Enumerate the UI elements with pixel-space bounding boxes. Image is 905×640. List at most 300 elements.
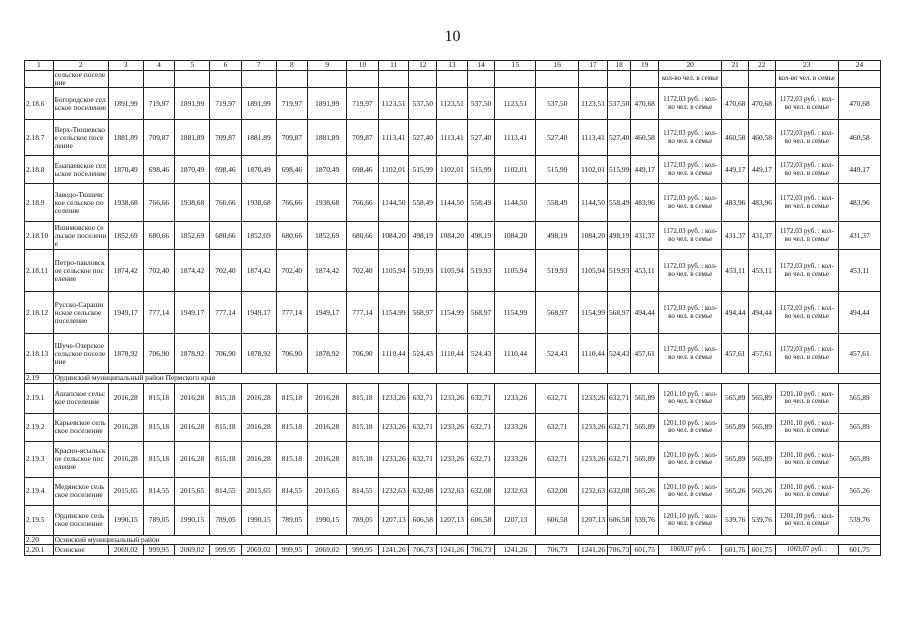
formula-cell: 1172,03 руб. : кол-во чел. в семье (775, 120, 838, 156)
value-cell: 632,71 (409, 441, 437, 477)
value-cell: 777,14 (143, 292, 175, 334)
value-cell: 494,44 (631, 292, 659, 334)
value-cell: 1870,49 (108, 156, 143, 184)
value-cell: 815,18 (347, 383, 379, 413)
value-cell: 558,49 (409, 184, 437, 222)
value-cell: 1102,01 (495, 156, 536, 184)
value-cell: 1102,01 (437, 156, 468, 184)
value-cell: 483,96 (748, 184, 775, 222)
formula-cell: 1201,10 руб. : кол-во чел. в семье (658, 505, 721, 535)
value-cell: 494,44 (722, 292, 749, 334)
value-cell: 568,97 (467, 292, 495, 334)
row-code: 2.18.6 (25, 88, 54, 120)
value-cell: 519,93 (607, 250, 631, 292)
column-number: 9 (308, 61, 347, 71)
value-cell: 702,40 (143, 250, 175, 292)
value-cell: 2015,65 (241, 477, 276, 505)
value-cell: 565,89 (748, 413, 775, 441)
value-cell: 1891,99 (108, 88, 143, 120)
value-cell: 1154,99 (378, 292, 409, 334)
formula-cell: 1172,03 руб. : кол-во чел. в семье (775, 184, 838, 222)
value-cell: 680,66 (210, 222, 242, 250)
value-cell: 709,87 (347, 120, 379, 156)
value-cell: 709,87 (210, 120, 242, 156)
value-cell: 1938,68 (175, 184, 210, 222)
value-cell: 565,89 (722, 383, 749, 413)
value-cell: 449,17 (838, 156, 880, 184)
value-cell: 453,11 (722, 250, 749, 292)
value-cell: 1870,49 (175, 156, 210, 184)
value-cell: 494,44 (748, 292, 775, 334)
value-cell: 565,26 (722, 477, 749, 505)
value-cell: 2016,28 (108, 441, 143, 477)
formula-cell: 1172,03 руб. : кол-во чел. в семье (775, 292, 838, 334)
section-row (25, 374, 881, 383)
table-row (25, 334, 881, 374)
value-cell: 601,75 (838, 544, 880, 555)
value-cell: 706,73 (608, 544, 630, 554)
value-cell: 453,11 (631, 250, 659, 292)
value-cell: 709,87 (143, 120, 175, 156)
value-cell: 431,37 (748, 222, 775, 250)
value-cell: 719,97 (210, 88, 242, 120)
column-number: 7 (241, 61, 276, 71)
value-cell: 565,89 (631, 413, 659, 441)
settlement-name: Русско-Сарашинское сельское поселение (53, 292, 108, 334)
value-cell: 1874,42 (241, 250, 276, 292)
value-cell: 789,05 (210, 505, 242, 535)
value-cell: 1878,92 (175, 334, 210, 374)
tariff-table (24, 60, 881, 556)
value-cell: 1938,68 (108, 184, 143, 222)
column-number: 4 (143, 61, 175, 71)
value-cell: 815,18 (276, 413, 308, 441)
value-cell: 1881,89 (241, 120, 276, 156)
row-code: 2.19.3 (25, 441, 54, 477)
value-cell: 1113,41 (437, 120, 468, 156)
value-cell: 537,50 (409, 88, 437, 120)
value-cell: 2069,02 (241, 544, 276, 555)
formula-cell: 1172,03 руб. : кол-во чел. в семье (775, 334, 838, 374)
column-number: 10 (347, 61, 379, 71)
settlement-name: Ординское сельское поселение (53, 505, 108, 535)
value-cell: 2016,28 (175, 413, 210, 441)
value-cell: 698,46 (210, 156, 242, 184)
value-cell: 1102,01 (378, 156, 409, 184)
value-cell: 815,18 (210, 413, 242, 441)
value-cell: 601,75 (722, 544, 749, 555)
value-cell: 1878,92 (241, 334, 276, 374)
value-cell: 815,18 (143, 413, 175, 441)
value-cell: 606,58 (409, 505, 437, 535)
value-cell: 632,71 (536, 441, 579, 477)
value-cell: 1852,69 (108, 222, 143, 250)
value-cell: 632,08 (536, 477, 579, 505)
value-cell: 1233,26 (437, 441, 468, 477)
row-code: 2.18.10 (25, 222, 54, 250)
value-cell: 719,97 (347, 88, 379, 120)
settlement-name: Медянское сельское поселение (53, 477, 108, 505)
value-cell: 777,14 (210, 292, 242, 334)
column-number: 11 (378, 61, 409, 71)
value-cell: 777,14 (276, 292, 308, 334)
value-cell: 777,14 (347, 292, 379, 334)
value-cell: 2016,28 (108, 413, 143, 441)
value-cell: 1102,01 (579, 156, 608, 184)
column-number: 23 (775, 61, 838, 71)
column-number: 17 (579, 61, 608, 71)
formula-cell: 1172,03 руб. : кол-во чел. в семье (775, 222, 838, 250)
section-code: 2.20 (25, 535, 54, 544)
value-cell: 632,08 (467, 477, 495, 505)
value-cell: 1990,15 (241, 505, 276, 535)
value-cell: 460,58 (631, 120, 659, 156)
settlement-name: Ашапское сельское поселение (53, 383, 108, 413)
table-cell (210, 71, 242, 88)
value-cell: 789,05 (276, 505, 308, 535)
table-cell (25, 71, 54, 88)
formula-cell: 1201,10 руб. : кол-во чел. в семье (658, 441, 721, 477)
formula-cell: 1201,10 руб. : кол-во чел. в семье (775, 383, 838, 413)
table-cell (378, 71, 409, 88)
settlement-name: Енапаевское сельское поселение (53, 156, 108, 184)
value-cell: 524,43 (467, 334, 495, 374)
value-cell: 706,90 (276, 334, 308, 374)
value-cell: 568,97 (536, 292, 579, 334)
value-cell: 1870,49 (308, 156, 347, 184)
value-cell: 1874,42 (308, 250, 347, 292)
value-cell: 2069,02 (108, 544, 143, 555)
column-number: 2 (53, 61, 108, 71)
value-cell: 1105,94 (378, 250, 409, 292)
value-cell: 2016,28 (241, 383, 276, 413)
table-cell (409, 71, 437, 88)
value-cell: 1874,42 (175, 250, 210, 292)
value-cell: 1084,20 (437, 222, 468, 250)
value-cell: 519,93 (467, 250, 495, 292)
table-row (25, 120, 881, 156)
value-cell: 2069,02 (308, 544, 347, 555)
value-cell: 1233,26 (579, 413, 608, 441)
value-cell: 1878,92 (108, 334, 143, 374)
column-number: 6 (210, 61, 242, 71)
value-cell: 1084,20 (378, 222, 409, 250)
value-cell: 1144,50 (378, 184, 409, 222)
value-cell: 537,50 (536, 88, 579, 120)
value-cell: 1990,15 (175, 505, 210, 535)
table-row (25, 156, 881, 184)
value-cell: 483,96 (722, 184, 749, 222)
formula-cell: 1069,07 руб. : (775, 544, 838, 555)
value-cell: 680,66 (276, 222, 308, 250)
formula-cell: 1201,10 руб. : кол-во чел. в семье (775, 477, 838, 505)
settlement-name: Ишимовское сельское поселение (54, 222, 107, 248)
tariff-table-container (24, 60, 881, 556)
section-code: 2.19 (25, 374, 54, 383)
value-cell: 524,43 (607, 334, 631, 374)
value-cell: 815,18 (210, 441, 242, 477)
value-cell: 470,68 (722, 88, 749, 120)
row-code: 2.18.13 (25, 334, 54, 374)
value-cell: 519,93 (536, 250, 579, 292)
value-cell: 453,11 (748, 250, 775, 292)
value-cell: 632,71 (409, 383, 437, 413)
formula-cell: 1172,03 руб. : кол-во чел. в семье (775, 156, 838, 184)
value-cell: 2069,02 (175, 544, 210, 555)
table-cell (143, 71, 175, 88)
value-cell: 1852,69 (241, 222, 276, 250)
value-cell: 606,58 (536, 505, 579, 535)
table-cell (495, 71, 536, 88)
value-cell: 565,89 (748, 383, 775, 413)
value-cell: 537,50 (607, 88, 631, 120)
value-cell: 632,08 (409, 477, 437, 505)
formula-cell: 1172,03 руб. : кол-во чел. в семье (658, 120, 721, 156)
value-cell: 1084,20 (495, 222, 536, 250)
table-row (25, 413, 881, 441)
table-row (25, 88, 881, 120)
value-cell: 1232,63 (437, 477, 468, 505)
value-cell: 449,17 (631, 156, 659, 184)
value-cell: 702,40 (276, 250, 308, 292)
value-cell: 1891,99 (175, 88, 210, 120)
value-cell: 709,87 (276, 120, 308, 156)
value-cell: 1233,26 (378, 413, 409, 441)
value-cell: 460,58 (838, 120, 880, 156)
value-cell: 632,71 (467, 413, 495, 441)
table-cell (276, 71, 308, 88)
value-cell: 2015,65 (308, 477, 347, 505)
row-code: 2.19.2 (25, 413, 54, 441)
value-cell: 680,66 (143, 222, 175, 250)
column-number: 21 (722, 61, 749, 71)
value-cell: 698,46 (143, 156, 175, 184)
value-cell: 1084,20 (579, 222, 608, 250)
column-number: 12 (409, 61, 437, 71)
formula-cell: 1172,03 руб. : кол-во чел. в семье (775, 250, 838, 292)
value-cell: 1891,99 (241, 88, 276, 120)
settlement-name: сельское поселение (53, 71, 108, 88)
value-cell: 537,50 (467, 88, 495, 120)
value-cell: 766,66 (347, 184, 379, 222)
value-cell: 494,44 (838, 292, 880, 334)
table-cell (108, 71, 143, 88)
settlement-name: Карьевское сельское поселение (53, 413, 108, 441)
table-cell (437, 71, 468, 88)
value-cell: 1113,41 (495, 120, 536, 156)
section-row (25, 535, 881, 544)
settlement-name: Красно-ясыльское сельское поселение (53, 441, 108, 477)
formula-cell: 1172,03 руб. : кол-во чел. в семье (658, 334, 721, 374)
value-cell: 568,97 (409, 292, 437, 334)
value-cell: 1233,26 (495, 441, 536, 477)
column-number: 13 (437, 61, 468, 71)
column-number: 8 (276, 61, 308, 71)
value-cell: 814,55 (276, 477, 308, 505)
table-row (25, 544, 881, 555)
value-cell: 565,89 (722, 441, 749, 477)
value-cell: 1207,13 (579, 505, 608, 535)
settlement-name: Шуче-Озерское сельское поселение (53, 334, 108, 374)
value-cell: 565,89 (838, 383, 880, 413)
value-cell: 1233,26 (378, 383, 409, 413)
column-number: 20 (658, 61, 721, 71)
value-cell: 2016,28 (108, 383, 143, 413)
value-cell: 632,71 (536, 383, 579, 413)
value-cell: 1949,17 (175, 292, 210, 334)
column-number: 16 (536, 61, 579, 71)
value-cell: 706,73 (409, 544, 437, 555)
value-cell: 1110,44 (495, 334, 536, 374)
section-title: Осинский муниципальный район (53, 535, 880, 544)
value-cell: 632,71 (607, 441, 631, 477)
table-row (25, 505, 881, 535)
value-cell: 2016,28 (308, 383, 347, 413)
value-cell: 470,68 (631, 88, 659, 120)
value-cell: 1207,13 (437, 505, 468, 535)
table-row (25, 222, 881, 250)
row-code: 2.19.5 (25, 505, 54, 535)
value-cell: 2016,28 (241, 413, 276, 441)
column-number: 1 (25, 61, 54, 71)
value-cell: 527,40 (467, 120, 495, 156)
value-cell: 766,66 (276, 184, 308, 222)
value-cell: 1110,44 (579, 334, 608, 374)
value-cell: 527,40 (607, 120, 631, 156)
table-row (25, 292, 881, 334)
value-cell: 1154,99 (495, 292, 536, 334)
value-cell: 1110,44 (437, 334, 468, 374)
value-cell: 1207,13 (378, 505, 409, 535)
value-cell: 515,99 (467, 156, 495, 184)
formula-cell: 1172,03 руб. : кол-во чел. в семье (658, 222, 721, 250)
value-cell: 565,26 (631, 477, 659, 505)
table-row (25, 383, 881, 413)
formula-cell: кол-во чел. в семье (775, 71, 838, 88)
column-number: 15 (495, 61, 536, 71)
table-cell (241, 71, 276, 88)
value-cell: 1123,51 (437, 88, 468, 120)
row-code: 2.18.9 (25, 184, 54, 222)
value-cell: 1154,99 (579, 292, 608, 334)
value-cell: 519,93 (409, 250, 437, 292)
value-cell: 565,89 (838, 413, 880, 441)
value-cell: 1233,26 (495, 383, 536, 413)
value-cell: 632,71 (409, 413, 437, 441)
value-cell: 999,95 (143, 544, 175, 555)
value-cell: 1232,63 (579, 477, 608, 505)
value-cell: 1123,51 (579, 88, 608, 120)
table-cell (722, 71, 749, 88)
table-row (25, 250, 881, 292)
formula-cell: кол-во чел. в семье (658, 71, 721, 88)
value-cell: 815,18 (143, 383, 175, 413)
table-row (25, 477, 881, 505)
value-cell: 2016,28 (175, 383, 210, 413)
value-cell: 1154,99 (437, 292, 468, 334)
table-cell (579, 71, 608, 88)
value-cell: 483,96 (838, 184, 880, 222)
value-cell: 515,99 (536, 156, 579, 184)
value-cell: 1233,26 (579, 383, 608, 413)
value-cell: 558,49 (607, 184, 631, 222)
value-cell: 498,19 (409, 222, 437, 250)
value-cell: 719,97 (143, 88, 175, 120)
value-cell: 1878,92 (308, 334, 347, 374)
value-cell: 558,49 (536, 184, 579, 222)
value-cell: 1105,94 (579, 250, 608, 292)
value-cell: 498,19 (467, 222, 495, 250)
value-cell: 565,89 (722, 413, 749, 441)
settlement-name: Богородское сельское поселение (53, 88, 108, 120)
value-cell: 1232,63 (378, 477, 409, 505)
value-cell: 1233,26 (579, 441, 608, 477)
value-cell: 815,18 (143, 441, 175, 477)
value-cell: 789,05 (143, 505, 175, 535)
column-number: 5 (175, 61, 210, 71)
value-cell: 1949,17 (308, 292, 347, 334)
table-cell (175, 71, 210, 88)
column-number: 22 (748, 61, 775, 71)
value-cell: 457,61 (631, 334, 659, 374)
value-cell: 2016,28 (175, 441, 210, 477)
value-cell: 815,18 (347, 413, 379, 441)
value-cell: 815,18 (276, 441, 308, 477)
formula-cell: 1201,10 руб. : кол-во чел. в семье (658, 413, 721, 441)
table-cell (631, 71, 659, 88)
value-cell: 498,19 (536, 222, 579, 250)
value-cell: 1241,26 (437, 544, 468, 555)
value-cell: 632,71 (467, 383, 495, 413)
value-cell: 814,55 (143, 477, 175, 505)
formula-cell: 1201,10 руб. : кол-во чел. в семье (775, 441, 838, 477)
value-cell: 1870,49 (241, 156, 276, 184)
value-cell: 706,73 (536, 544, 579, 555)
value-cell: 1241,26 (495, 544, 536, 555)
value-cell: 766,66 (143, 184, 175, 222)
formula-cell: 1201,10 руб. : кол-во чел. в семье (658, 383, 721, 413)
formula-cell: 1172,03 руб. : кол-во чел. в семье (775, 88, 838, 120)
value-cell: 1949,17 (108, 292, 143, 334)
formula-cell: 1069,07 руб. : (658, 544, 721, 555)
settlement-name: Заводо-Тюшевское сельское поселение (53, 184, 108, 222)
value-cell: 706,73 (467, 544, 495, 555)
value-cell: 527,40 (536, 120, 579, 156)
value-cell: 470,68 (748, 88, 775, 120)
value-cell: 606,58 (467, 505, 495, 535)
value-cell: 706,90 (347, 334, 379, 374)
value-cell: 1123,51 (495, 88, 536, 120)
value-cell: 1241,26 (579, 544, 608, 555)
value-cell: 1110,44 (378, 334, 409, 374)
value-cell: 431,37 (838, 222, 880, 250)
value-cell: 457,61 (838, 334, 880, 374)
value-cell: 632,71 (607, 413, 631, 441)
row-code: 2.18.8 (25, 156, 54, 184)
column-number: 24 (838, 61, 880, 71)
value-cell: 515,99 (607, 156, 631, 184)
value-cell: 1232,63 (495, 477, 536, 505)
formula-cell: 1172,03 руб. : кол-во чел. в семье (658, 184, 721, 222)
formula-cell: 1172,03 руб. : кол-во чел. в семье (658, 250, 721, 292)
value-cell: 815,18 (276, 383, 308, 413)
value-cell: 1990,15 (308, 505, 347, 535)
section-title: Ординский муниципальный район Пермского края (53, 374, 880, 383)
value-cell: 565,26 (838, 477, 880, 505)
value-cell: 632,71 (536, 413, 579, 441)
value-cell: 601,75 (631, 544, 659, 555)
value-cell: 2016,28 (241, 441, 276, 477)
